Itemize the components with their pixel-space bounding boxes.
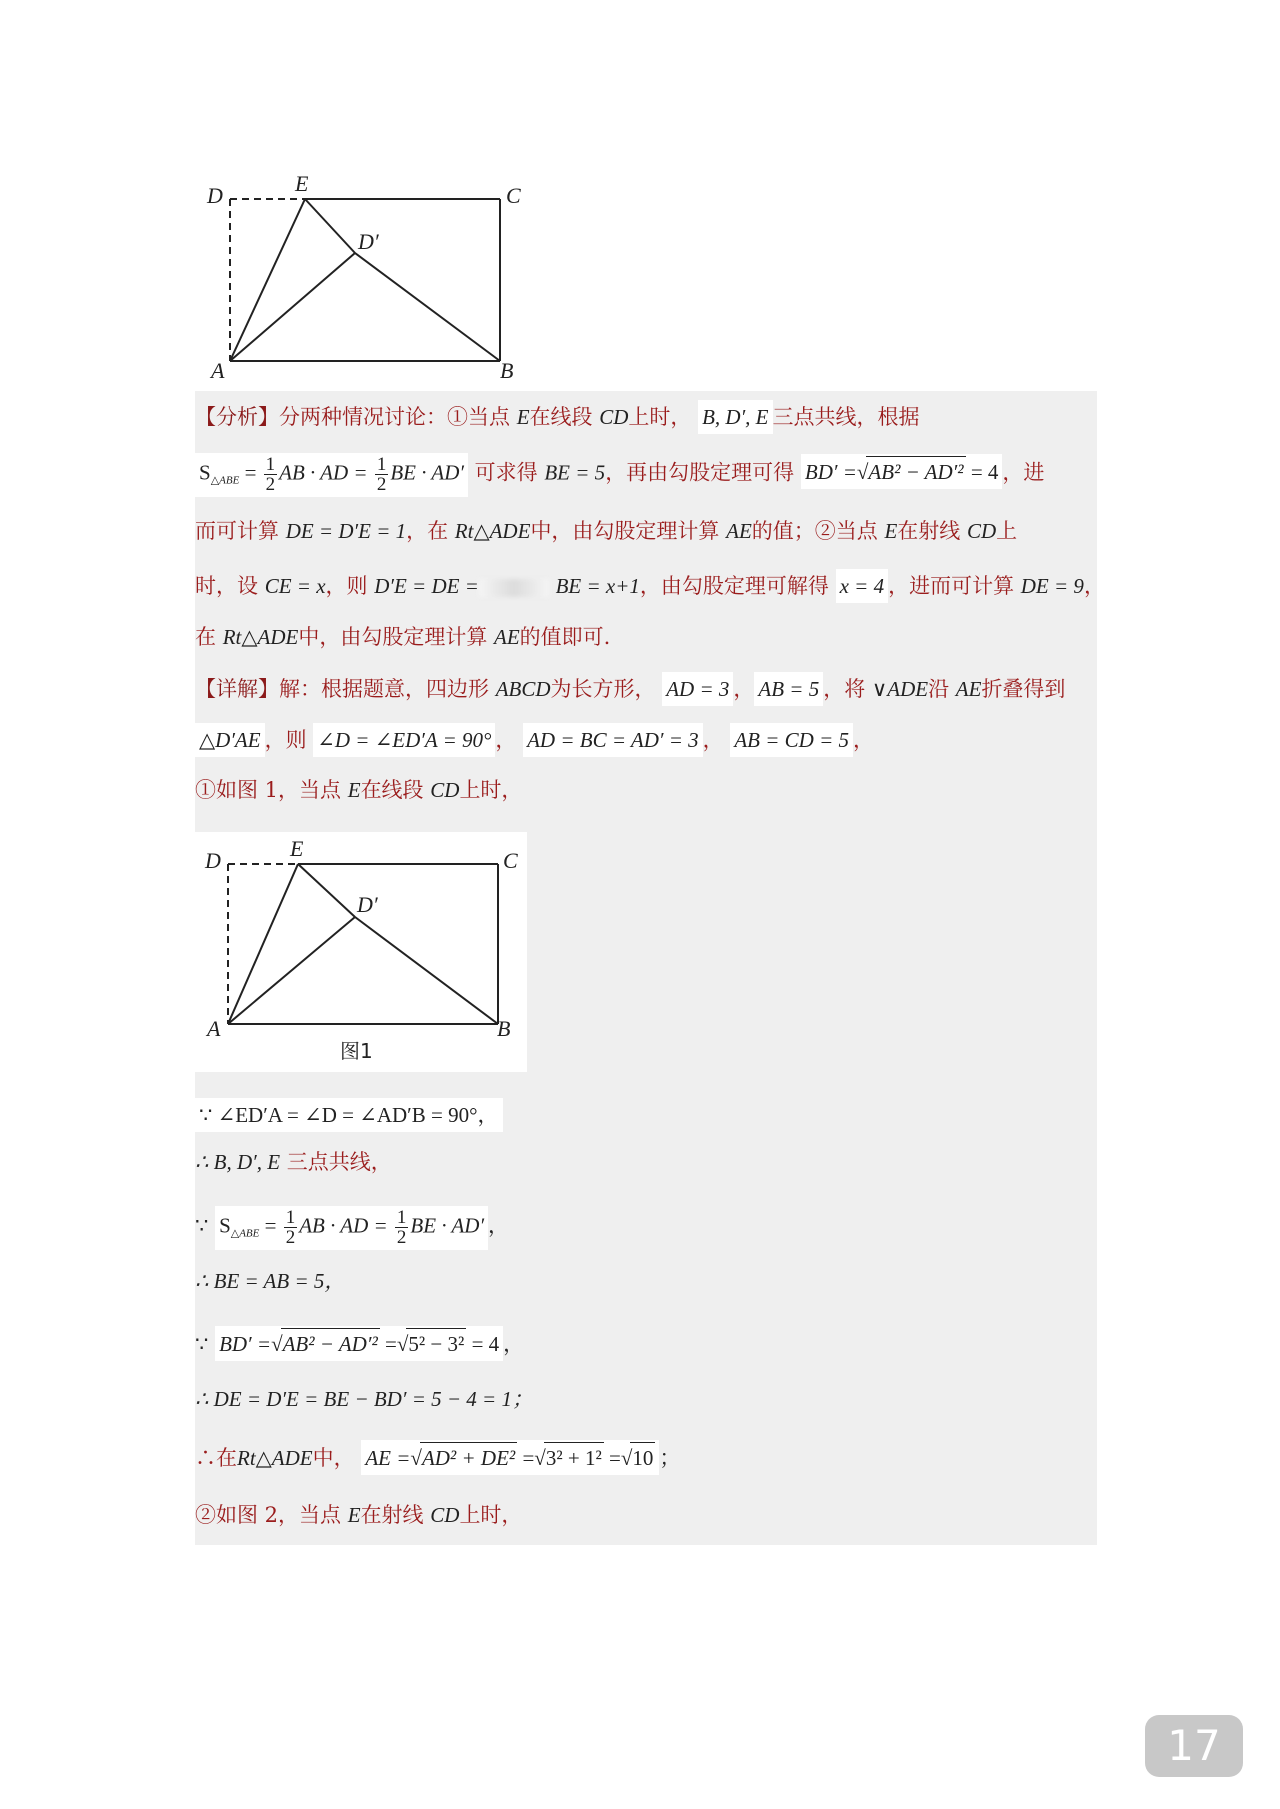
analysis-line-2: $S_{\triangle ABE}$ = $\frac{1}{2}$ AB · AD = $\frac{1}{2}$ BE · AD′ 可求得 BE = 5，再由勾股定理可得 BD′ =√AB² − AD′² = 4 ，进	[195, 453, 1044, 497]
label-D: D	[207, 183, 223, 208]
fig1-caption: 图1	[340, 1039, 373, 1063]
blurred-region	[479, 579, 549, 597]
page-number-badge: 17	[1145, 1715, 1243, 1777]
step-5: ∵ BD′ =√AB² − AD′² =√5² − 3² = 4 ，	[195, 1326, 524, 1361]
detail-case-2: ②如图 2，当点 E在射线 CD上时，	[195, 1503, 523, 1527]
fig1-label-E: E	[290, 836, 304, 861]
step-6: ∴ DE = D′E = BE − BD′ = 5 − 4 = 1；	[195, 1387, 533, 1411]
analysis-line-1: 【分析】分两种情况讨论：①当点 E在线段 CD上时， B, D′, E 三点共线，根据	[195, 400, 920, 434]
fig1-label-Dprime: D′	[357, 892, 378, 917]
step-5-formula: BD′ =√AB² − AD′² =√5² − 3² = 4	[215, 1326, 503, 1361]
step-1: ∵ ∠ED′A = ∠D = ∠AD′B = 90°，	[195, 1098, 503, 1132]
label-Dprime: D′	[358, 229, 379, 254]
step-3-formula: $S_{\triangle ABE}$ = $\frac{1}{2}$ AB · AD = $\frac{1}{2}$ BE · AD′	[215, 1206, 488, 1250]
analysis-line-4: 时，设 CE = x，则 D′E = DE = BE = x+1，由勾股定理可解得 x = 4 ，进而可计算 DE = 9，	[195, 569, 1105, 603]
figure-1	[195, 832, 527, 1072]
detail-case-1: ①如图 1，当点 E在线段 CD上时，	[195, 778, 523, 802]
label-B: B	[500, 358, 514, 380]
bd-formula: BD′ =√AB² − AD′² = 4	[801, 454, 1003, 489]
detail-tag: 【详解】	[195, 677, 279, 701]
detail-line-1: 【详解】解：根据题意，四边形 ABCD为长方形， AD = 3 ， AB = 5 ，将 ∨ADE沿 AE折叠得到	[195, 672, 1065, 706]
detail-line-2: △D′AE ，则 ∠D = ∠ED′A = 90° ， AD = BC = AD′ = 3 ， AB = CD = 5 ，	[195, 723, 874, 757]
fig1-label-C: C	[503, 848, 518, 873]
label-A: A	[211, 358, 225, 380]
label-C: C	[506, 183, 521, 208]
area-formula: $S_{\triangle ABE}$ = $\frac{1}{2}$ AB · AD = $\frac{1}{2}$ BE · AD′	[195, 453, 468, 497]
fig1-label-B: B	[497, 1016, 511, 1041]
step-7-formula: AE =√AD² + DE² =√3² + 1² =√10	[361, 1440, 659, 1475]
analysis-line-3: 而可计算 DE = D′E = 1，在 Rt△ADE中，由勾股定理计算 AE的值；②当点 E在射线 CD上	[195, 519, 1018, 543]
figure-top	[195, 165, 540, 380]
step-3: ∵ $S_{\triangle ABE}$ = $\frac{1}{2}$ AB · AD = $\frac{1}{2}$ BE · AD′ ，	[195, 1206, 509, 1250]
step-2: ∴ B, D′, E 三点共线，	[195, 1150, 392, 1174]
fig1-label-D: D	[205, 848, 221, 873]
fig1-label-A: A	[207, 1016, 221, 1041]
label-E: E	[295, 171, 309, 196]
step-7: ∴在Rt△ADE中， AE =√AD² + DE² =√3² + 1² =√10 ；	[195, 1440, 680, 1475]
analysis-tag: 【分析】	[195, 405, 279, 429]
analysis-line-5: 在 Rt△ADE中，由勾股定理计算 AE的值即可.	[195, 625, 611, 649]
step-4: ∴ BE = AB = 5，	[195, 1269, 346, 1293]
